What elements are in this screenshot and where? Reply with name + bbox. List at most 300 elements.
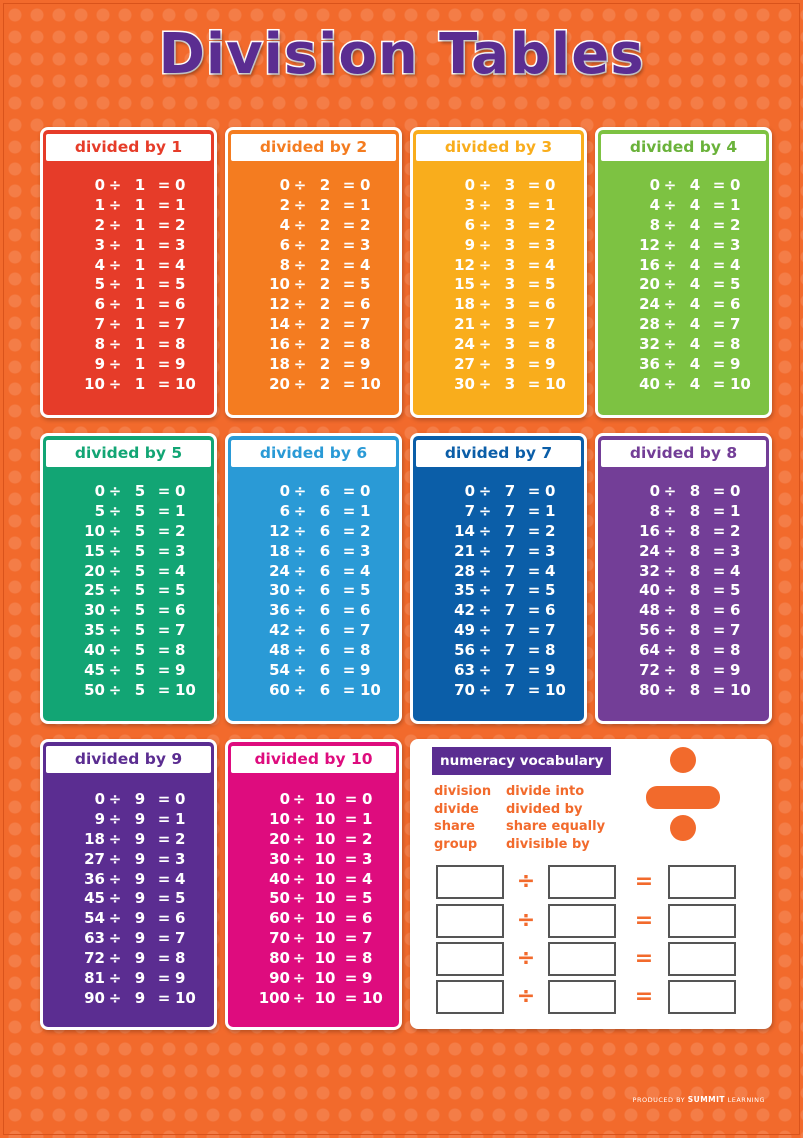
divisor: 1 xyxy=(134,176,146,194)
dividend: 40 xyxy=(639,374,660,393)
table-row xyxy=(413,375,584,395)
table-row xyxy=(413,216,584,236)
divide-sign: ÷ xyxy=(108,661,122,680)
divide-sign: ÷ xyxy=(108,929,122,948)
answer-box[interactable] xyxy=(668,980,736,1014)
divisor: 10 xyxy=(314,949,336,968)
page-title: Division Tables xyxy=(158,22,645,87)
divisor: 4 xyxy=(689,255,701,274)
divide-sign: ÷ xyxy=(478,176,492,194)
quotient: 2 xyxy=(360,215,371,234)
equals-sign: = xyxy=(157,949,171,968)
dividend: 72 xyxy=(639,661,660,680)
divide-sign: ÷ xyxy=(108,581,122,600)
vocab-word: divide into xyxy=(506,784,585,799)
dividend: 1 xyxy=(94,195,105,214)
quotient: 5 xyxy=(175,889,186,908)
quotient: 6 xyxy=(175,601,186,620)
divisor: 8 xyxy=(689,661,701,680)
equals-sign: = xyxy=(157,661,171,680)
equals-sign: = xyxy=(527,581,541,600)
divisor: 9 xyxy=(134,889,146,908)
dividend: 42 xyxy=(454,601,475,620)
divisor: 4 xyxy=(689,335,701,354)
dividend: 9 xyxy=(94,355,105,374)
quotient: 4 xyxy=(545,255,556,274)
answer-box[interactable] xyxy=(668,942,736,976)
divide-sign: ÷ xyxy=(516,946,536,971)
answer-box[interactable] xyxy=(436,865,504,899)
dividend: 0 xyxy=(279,176,290,194)
table-row xyxy=(413,502,584,522)
table-header: divided by 1 xyxy=(46,134,211,161)
equals-sign: = xyxy=(342,482,356,500)
divisor: 2 xyxy=(319,315,331,334)
table-row xyxy=(228,355,399,375)
dividend: 25 xyxy=(84,581,105,600)
equals-sign: = xyxy=(342,355,356,374)
quotient: 9 xyxy=(362,969,373,988)
divisor: 7 xyxy=(504,482,516,500)
divide-sign: ÷ xyxy=(478,335,492,354)
table-card xyxy=(40,739,217,1030)
dividend: 100 xyxy=(258,988,290,1007)
table-row xyxy=(43,601,214,621)
table-row xyxy=(228,562,399,582)
dividend: 8 xyxy=(649,501,660,520)
quotient: 7 xyxy=(175,621,186,640)
divide-sign: ÷ xyxy=(293,235,307,254)
quotient: 6 xyxy=(545,601,556,620)
divisor: 1 xyxy=(134,374,146,393)
dividend: 72 xyxy=(84,949,105,968)
dividend: 18 xyxy=(269,355,290,374)
quotient: 3 xyxy=(175,235,186,254)
table-row xyxy=(43,176,214,196)
divide-sign: ÷ xyxy=(663,641,677,660)
table-row xyxy=(43,581,214,601)
table-row xyxy=(598,196,769,216)
dividend: 48 xyxy=(269,641,290,660)
dividend: 9 xyxy=(94,809,105,828)
table-rows xyxy=(43,790,214,1009)
equals-sign: = xyxy=(712,315,726,334)
quotient: 7 xyxy=(730,621,741,640)
quotient: 8 xyxy=(730,335,741,354)
divisor: 5 xyxy=(134,581,146,600)
dividend: 40 xyxy=(639,581,660,600)
dividend: 60 xyxy=(269,909,290,928)
dividend: 18 xyxy=(269,541,290,560)
equals-sign: = xyxy=(342,680,356,699)
quotient: 3 xyxy=(545,235,556,254)
table-row xyxy=(43,482,214,502)
table-header: divided by 5 xyxy=(46,440,211,467)
answer-box[interactable] xyxy=(548,942,616,976)
dividend: 0 xyxy=(649,176,660,194)
divisor: 2 xyxy=(319,295,331,314)
answer-box[interactable] xyxy=(436,904,504,938)
table-row xyxy=(413,176,584,196)
vocab-word: divisible by xyxy=(506,836,590,852)
dividend: 3 xyxy=(94,235,105,254)
quotient: 2 xyxy=(730,215,741,234)
quotient: 9 xyxy=(175,355,186,374)
quotient: 8 xyxy=(175,641,186,660)
quotient: 9 xyxy=(730,355,741,374)
equals-sign: = xyxy=(157,541,171,560)
quotient: 6 xyxy=(730,295,741,314)
equals-sign: = xyxy=(527,235,541,254)
divisor: 1 xyxy=(134,255,146,274)
divide-sign: ÷ xyxy=(663,335,677,354)
divisor: 8 xyxy=(689,501,701,520)
equals-sign: = xyxy=(157,988,171,1007)
table-row xyxy=(228,969,399,989)
equals-sign: = xyxy=(342,215,356,234)
equals-sign: = xyxy=(157,561,171,580)
quotient: 10 xyxy=(730,680,751,699)
dividend: 0 xyxy=(279,482,290,500)
quotient: 8 xyxy=(545,335,556,354)
dividend: 12 xyxy=(639,235,660,254)
divide-sign: ÷ xyxy=(108,869,122,888)
dividend: 8 xyxy=(649,215,660,234)
table-row xyxy=(413,482,584,502)
divide-sign: ÷ xyxy=(663,501,677,520)
equals-sign: = xyxy=(712,176,726,194)
quotient: 2 xyxy=(362,829,373,848)
dividend: 15 xyxy=(454,275,475,294)
equals-sign: = xyxy=(712,621,726,640)
equals-sign: = xyxy=(712,661,726,680)
divide-sign: ÷ xyxy=(292,849,306,868)
divide-sign: ÷ xyxy=(293,641,307,660)
divisor: 3 xyxy=(504,235,516,254)
answer-box[interactable] xyxy=(668,865,736,899)
divide-sign: ÷ xyxy=(663,255,677,274)
answer-box[interactable] xyxy=(436,980,504,1014)
quotient: 3 xyxy=(175,849,186,868)
dividend: 6 xyxy=(279,501,290,520)
equals-sign: = xyxy=(712,601,726,620)
table-row xyxy=(43,315,214,335)
divide-sign: ÷ xyxy=(478,374,492,393)
dividend: 54 xyxy=(269,661,290,680)
divide-sign: ÷ xyxy=(293,275,307,294)
quotient: 6 xyxy=(360,295,371,314)
dividend: 7 xyxy=(94,315,105,334)
dividend: 27 xyxy=(84,849,105,868)
divide-sign: ÷ xyxy=(293,374,307,393)
table-row xyxy=(228,989,399,1009)
divide-sign: ÷ xyxy=(663,295,677,314)
equals-sign: = xyxy=(712,541,726,560)
divide-sign: ÷ xyxy=(663,275,677,294)
divisor: 9 xyxy=(134,869,146,888)
table-row xyxy=(413,621,584,641)
equals-sign: = xyxy=(527,215,541,234)
divide-sign: ÷ xyxy=(293,601,307,620)
vocab-word: share xyxy=(434,819,475,834)
quotient: 7 xyxy=(175,929,186,948)
equals-sign: = xyxy=(634,869,654,894)
table-row xyxy=(413,581,584,601)
table-header: divided by 7 xyxy=(416,440,581,467)
dividend: 0 xyxy=(94,482,105,500)
equals-sign: = xyxy=(527,661,541,680)
quotient: 10 xyxy=(545,680,566,699)
exercise-row xyxy=(436,942,746,976)
table-row xyxy=(413,355,584,375)
equals-sign: = xyxy=(634,908,654,933)
table-row xyxy=(598,295,769,315)
dividend: 30 xyxy=(269,581,290,600)
quotient: 5 xyxy=(362,889,373,908)
equals-sign: = xyxy=(157,680,171,699)
quotient: 4 xyxy=(730,561,741,580)
quotient: 5 xyxy=(175,581,186,600)
divide-sign: ÷ xyxy=(663,355,677,374)
equals-sign: = xyxy=(157,849,171,868)
quotient: 5 xyxy=(730,275,741,294)
quotient: 7 xyxy=(362,929,373,948)
table-row xyxy=(228,889,399,909)
table-row xyxy=(598,562,769,582)
equals-sign: = xyxy=(527,680,541,699)
divide-sign: ÷ xyxy=(663,482,677,500)
equals-sign: = xyxy=(157,909,171,928)
table-row xyxy=(598,681,769,701)
divide-sign: ÷ xyxy=(663,521,677,540)
table-row xyxy=(43,889,214,909)
equals-sign: = xyxy=(712,335,726,354)
table-row xyxy=(228,810,399,830)
equals-sign: = xyxy=(157,869,171,888)
dividend: 35 xyxy=(454,581,475,600)
equals-sign: = xyxy=(342,601,356,620)
table-header: divided by 10 xyxy=(231,746,396,773)
equals-sign: = xyxy=(527,501,541,520)
divisor: 2 xyxy=(319,255,331,274)
table-row xyxy=(598,601,769,621)
dividend: 42 xyxy=(269,621,290,640)
divisor: 7 xyxy=(504,661,516,680)
answer-box[interactable] xyxy=(548,980,616,1014)
equals-sign: = xyxy=(342,295,356,314)
equals-sign: = xyxy=(527,315,541,334)
table-row xyxy=(228,295,399,315)
table-rows xyxy=(228,482,399,701)
quotient: 3 xyxy=(360,235,371,254)
equals-sign: = xyxy=(344,949,358,968)
dividend: 2 xyxy=(279,195,290,214)
table-header: divided by 9 xyxy=(46,746,211,773)
dividend: 24 xyxy=(639,295,660,314)
vocabulary-header: numeracy vocabulary xyxy=(432,747,611,775)
dividend: 80 xyxy=(639,680,660,699)
divisor: 10 xyxy=(314,849,336,868)
quotient: 2 xyxy=(545,521,556,540)
equals-sign: = xyxy=(157,355,171,374)
table-row xyxy=(598,581,769,601)
divide-sign: ÷ xyxy=(293,501,307,520)
dividend: 20 xyxy=(269,374,290,393)
divisor: 3 xyxy=(504,195,516,214)
divide-sign: ÷ xyxy=(293,561,307,580)
quotient: 4 xyxy=(175,255,186,274)
equals-sign: = xyxy=(342,255,356,274)
table-row xyxy=(413,315,584,335)
quotient: 5 xyxy=(545,581,556,600)
table-row xyxy=(43,256,214,276)
divide-sign: ÷ xyxy=(108,195,122,214)
table-rows xyxy=(43,176,214,395)
table-row xyxy=(598,522,769,542)
dividend: 27 xyxy=(454,355,475,374)
quotient: 7 xyxy=(360,315,371,334)
quotient: 8 xyxy=(360,641,371,660)
divide-sign: ÷ xyxy=(108,809,122,828)
divide-sign: ÷ xyxy=(108,889,122,908)
quotient: 2 xyxy=(175,215,186,234)
divisor: 2 xyxy=(319,374,331,393)
divide-sign: ÷ xyxy=(663,680,677,699)
table-row xyxy=(598,355,769,375)
table-row xyxy=(598,216,769,236)
quotient: 6 xyxy=(545,295,556,314)
divide-sign: ÷ xyxy=(293,541,307,560)
equals-sign: = xyxy=(712,641,726,660)
dividend: 56 xyxy=(639,621,660,640)
equals-sign: = xyxy=(157,295,171,314)
dividend: 6 xyxy=(464,215,475,234)
divisor: 8 xyxy=(689,601,701,620)
dividend: 35 xyxy=(84,621,105,640)
vocab-word: group xyxy=(434,836,478,852)
dividend: 2 xyxy=(94,215,105,234)
dividend: 49 xyxy=(454,621,475,640)
vocab-word: divide xyxy=(434,801,479,817)
quotient: 5 xyxy=(545,275,556,294)
divisor: 8 xyxy=(689,541,701,560)
divisor: 5 xyxy=(134,561,146,580)
equals-sign: = xyxy=(527,255,541,274)
divide-sign: ÷ xyxy=(108,561,122,580)
divide-sign: ÷ xyxy=(108,176,122,194)
table-row xyxy=(43,355,214,375)
equals-sign: = xyxy=(712,255,726,274)
equals-sign: = xyxy=(342,581,356,600)
table-row xyxy=(228,830,399,850)
table-header: divided by 6 xyxy=(231,440,396,467)
divide-sign: ÷ xyxy=(478,641,492,660)
equals-sign: = xyxy=(712,215,726,234)
divisor: 1 xyxy=(134,235,146,254)
dividend: 16 xyxy=(639,521,660,540)
dividend: 20 xyxy=(639,275,660,294)
divisor: 7 xyxy=(504,641,516,660)
divisor: 3 xyxy=(504,315,516,334)
divide-sign: ÷ xyxy=(293,482,307,500)
divisor: 7 xyxy=(504,541,516,560)
equals-sign: = xyxy=(527,295,541,314)
table-row xyxy=(598,176,769,196)
table-row xyxy=(413,542,584,562)
table-row xyxy=(43,929,214,949)
table-row xyxy=(413,562,584,582)
exercise-row xyxy=(436,980,746,1014)
divisor: 5 xyxy=(134,621,146,640)
divide-sign: ÷ xyxy=(108,949,122,968)
answer-box[interactable] xyxy=(548,904,616,938)
divide-sign: ÷ xyxy=(292,969,306,988)
divisor: 9 xyxy=(134,790,146,808)
answer-box[interactable] xyxy=(436,942,504,976)
divide-sign: ÷ xyxy=(663,541,677,560)
table-row xyxy=(413,681,584,701)
dividend: 18 xyxy=(454,295,475,314)
equals-sign: = xyxy=(527,176,541,194)
equals-sign: = xyxy=(342,335,356,354)
divide-sign: ÷ xyxy=(293,335,307,354)
dividend: 45 xyxy=(84,661,105,680)
equals-sign: = xyxy=(712,501,726,520)
table-card xyxy=(225,433,402,724)
divide-sign: ÷ xyxy=(478,295,492,314)
answer-box[interactable] xyxy=(548,865,616,899)
quotient: 8 xyxy=(360,335,371,354)
divide-sign: ÷ xyxy=(108,621,122,640)
dividend: 6 xyxy=(279,235,290,254)
equals-sign: = xyxy=(157,374,171,393)
table-row xyxy=(598,236,769,256)
dividend: 18 xyxy=(84,829,105,848)
dividend: 0 xyxy=(279,790,290,808)
equals-sign: = xyxy=(157,521,171,540)
divisor: 3 xyxy=(504,295,516,314)
divisor: 6 xyxy=(319,482,331,500)
equals-sign: = xyxy=(157,641,171,660)
table-row xyxy=(413,295,584,315)
dividend: 80 xyxy=(269,949,290,968)
table-row xyxy=(228,949,399,969)
dividend: 16 xyxy=(639,255,660,274)
equals-sign: = xyxy=(342,195,356,214)
table-rows xyxy=(598,482,769,701)
equals-sign: = xyxy=(634,946,654,971)
table-row xyxy=(43,522,214,542)
quotient: 6 xyxy=(730,601,741,620)
table-row xyxy=(228,909,399,929)
divisor: 7 xyxy=(504,561,516,580)
table-row xyxy=(43,542,214,562)
table-row xyxy=(228,661,399,681)
dividend: 16 xyxy=(269,335,290,354)
table-row xyxy=(598,661,769,681)
divide-sign: ÷ xyxy=(293,195,307,214)
dividend: 8 xyxy=(94,335,105,354)
dividend: 8 xyxy=(279,255,290,274)
divisor: 2 xyxy=(319,215,331,234)
dividend: 81 xyxy=(84,969,105,988)
dividend: 14 xyxy=(454,521,475,540)
dividend: 90 xyxy=(269,969,290,988)
divisor: 1 xyxy=(134,315,146,334)
table-row xyxy=(43,641,214,661)
answer-box[interactable] xyxy=(668,904,736,938)
divisor: 8 xyxy=(689,680,701,699)
